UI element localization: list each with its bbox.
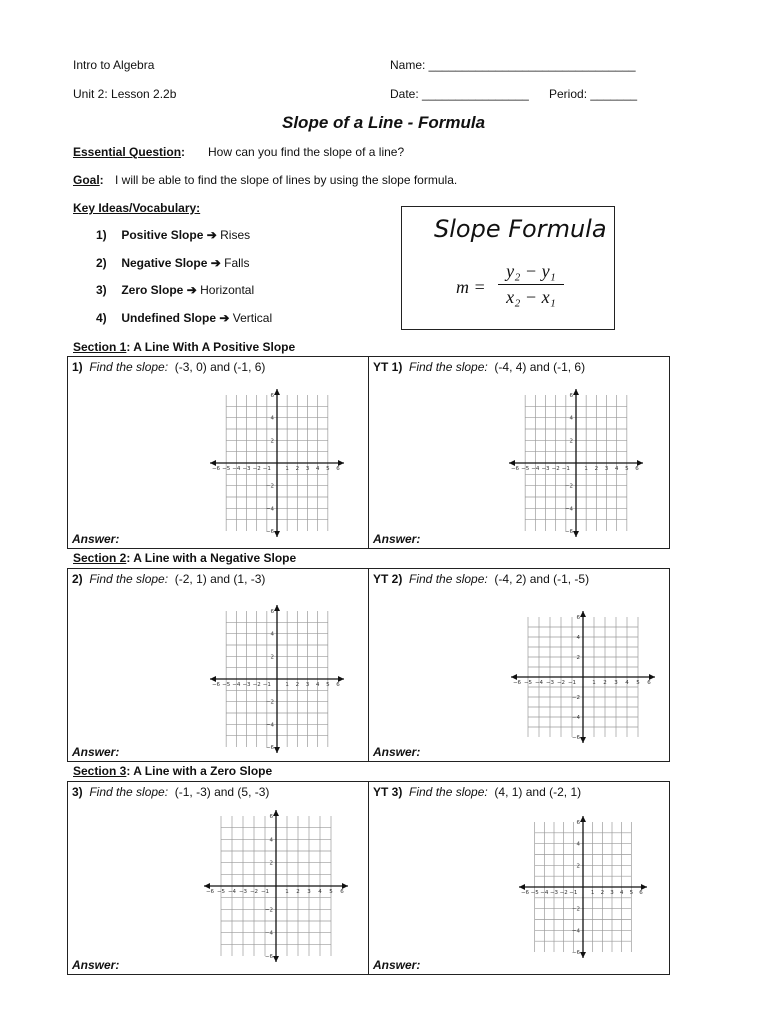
x-tick-label: −5 — [530, 890, 539, 896]
vocab-desc: Horizontal — [200, 283, 255, 297]
x-tick-label: −3 — [549, 890, 559, 896]
x-tick-label: 5 — [636, 680, 640, 686]
y-tick-label: −6 — [265, 745, 274, 751]
x-tick-label: 3 — [307, 889, 311, 895]
x-tick-label: 6 — [340, 889, 344, 895]
x-tick-label: 1 — [584, 466, 588, 472]
arrow-down-icon — [580, 952, 586, 958]
y-tick-label: −6 — [571, 735, 580, 741]
x-tick-label: −1 — [561, 466, 570, 472]
essential-question-colon: : — [181, 145, 186, 159]
y-tick-label: −4 — [571, 928, 580, 935]
arrow-up-icon — [273, 810, 279, 816]
y-tick-label: −6 — [564, 529, 573, 535]
x-tick-label: −1 — [262, 466, 271, 472]
x-tick-label: 4 — [619, 890, 624, 896]
formula-fraction — [498, 261, 564, 308]
arrow-up-icon — [580, 816, 586, 822]
problem-points: (-4, 2) and (-1, -5) — [494, 572, 590, 586]
formula-numerator: y₂ − y₁ — [498, 261, 564, 285]
y-tick-label: 6 — [270, 393, 274, 399]
y-tick-label: 2 — [270, 438, 274, 445]
y-tick-label: −6 — [571, 950, 580, 956]
x-tick-label: −2 — [252, 466, 261, 472]
problem-yt2-cell — [368, 568, 670, 762]
vocab-item-zero — [96, 283, 254, 297]
coordinate-grid[interactable] — [509, 609, 657, 745]
problem-number: YT 1) — [373, 360, 403, 374]
problem-points: (-4, 4) and (-1, 6) — [494, 360, 586, 374]
problem-prompt: Find the slope: — [89, 360, 169, 374]
y-tick-label: −2 — [571, 906, 580, 913]
arrow-up-icon — [274, 605, 280, 611]
x-tick-label: 5 — [329, 889, 333, 895]
essential-question-text: How can you find the slope of a line? — [208, 145, 405, 159]
answer-label: Answer: — [373, 745, 421, 759]
x-tick-label: 6 — [635, 466, 639, 472]
x-tick-label: −3 — [238, 889, 248, 895]
problem-points: (-3, 0) and (-1, 6) — [174, 360, 266, 374]
arrow-right-icon: ➔ — [206, 228, 217, 242]
y-tick-label: −2 — [571, 695, 580, 701]
goal-text: I will be able to find the slope of lines by using the slope formula. — [115, 173, 458, 187]
x-tick-label: −3 — [545, 680, 555, 686]
arrow-down-icon — [273, 956, 279, 962]
problem-yt3-cell — [368, 781, 670, 975]
x-tick-label: −6 — [510, 466, 520, 472]
x-tick-label: −3 — [242, 682, 251, 688]
x-tick-label: 3 — [610, 890, 614, 896]
arrow-up-icon — [573, 389, 579, 395]
arrow-right-icon: ➔ — [186, 283, 197, 297]
vocab-desc: Vertical — [232, 311, 273, 325]
vocab-item-positive — [96, 228, 250, 242]
x-tick-label: 1 — [285, 682, 289, 688]
problem-number: 2) — [72, 572, 83, 586]
problem-prompt: Find the slope: — [409, 360, 488, 374]
problem-number: YT 2) — [373, 572, 403, 586]
date-field[interactable]: Date: ________________ — [390, 87, 529, 101]
x-tick-label: −4 — [232, 466, 241, 472]
x-tick-label: 4 — [614, 466, 619, 472]
x-tick-label: −5 — [222, 682, 231, 688]
answer-label: Answer: — [72, 958, 120, 972]
y-tick-label: −2 — [564, 483, 573, 490]
x-tick-label: 4 — [315, 466, 320, 472]
x-tick-label: 1 — [592, 680, 596, 686]
section-heading-rest: : A Line With A Positive Slope — [126, 340, 296, 354]
arrow-right-icon: ➔ — [210, 256, 221, 270]
formula-denominator: x₂ − x₁ — [506, 287, 556, 307]
x-tick-label: −4 — [232, 682, 241, 688]
x-tick-label: −4 — [534, 680, 544, 686]
x-tick-label: 6 — [647, 680, 651, 686]
x-tick-label: 6 — [336, 466, 340, 472]
key-ideas-heading: Key Ideas/Vocabulary: — [73, 201, 201, 215]
problem-prompt: Find the slope: — [89, 785, 169, 799]
x-tick-label: −1 — [262, 682, 271, 688]
x-tick-label: −1 — [569, 890, 578, 896]
x-tick-label: 2 — [603, 680, 607, 686]
x-tick-label: −6 — [211, 466, 221, 472]
problem-number: 3) — [72, 785, 83, 799]
problem-points: (-2, 1) and (1, -3) — [174, 572, 266, 586]
coordinate-grid[interactable] — [202, 808, 350, 964]
y-tick-label: 6 — [576, 820, 580, 826]
x-tick-label: −2 — [559, 890, 568, 896]
vocab-number: 2) — [96, 256, 107, 270]
vocab-term: Undefined Slope — [121, 311, 217, 325]
x-tick-label: 5 — [326, 466, 330, 472]
problem-points: (4, 1) and (-2, 1) — [494, 785, 582, 799]
unit-lesson: Unit 2: Lesson 2.2b — [73, 87, 177, 101]
arrow-up-icon — [580, 611, 586, 617]
section-heading-prefix: Section 1 — [73, 340, 127, 354]
section-1-heading — [73, 340, 295, 354]
x-tick-label: −2 — [551, 466, 560, 472]
y-tick-label: 4 — [569, 415, 573, 422]
y-tick-label: 6 — [269, 814, 273, 820]
x-tick-label: −6 — [512, 680, 522, 686]
goal — [73, 173, 104, 187]
problem-yt1-cell — [368, 356, 670, 549]
x-tick-label: −6 — [520, 890, 530, 896]
y-tick-label: 2 — [269, 860, 273, 867]
answer-label: Answer: — [373, 532, 421, 546]
x-tick-label: 2 — [594, 466, 599, 472]
x-tick-label: 6 — [336, 682, 340, 688]
page-title: Slope of a Line - Formula — [282, 113, 486, 132]
y-tick-label: −4 — [264, 930, 273, 937]
x-tick-label: 1 — [590, 890, 595, 896]
answer-label: Answer: — [72, 532, 120, 546]
problem-prompt: Find the slope: — [89, 572, 169, 586]
problem-2-cell — [67, 568, 369, 762]
coordinate-grid[interactable] — [517, 814, 649, 960]
answer-label: Answer: — [72, 745, 120, 759]
y-tick-label: −4 — [265, 506, 274, 513]
x-tick-label: 2 — [295, 466, 300, 472]
x-tick-label: −2 — [252, 682, 261, 688]
essential-question-label: Essential Question — [73, 145, 182, 159]
y-tick-label: 4 — [576, 635, 580, 641]
problem-label — [373, 572, 589, 586]
x-tick-label: 3 — [614, 680, 618, 686]
goal-colon: : — [99, 173, 104, 187]
y-tick-label: 6 — [569, 393, 573, 399]
x-tick-label: 2 — [295, 682, 300, 688]
y-tick-label: 2 — [569, 438, 573, 445]
vocab-term: Zero Slope — [121, 283, 184, 297]
problem-label — [72, 572, 265, 586]
problem-label — [72, 360, 265, 374]
x-tick-label: 1 — [285, 889, 289, 895]
section-3-heading — [73, 764, 272, 778]
y-tick-label: −4 — [265, 722, 274, 729]
x-tick-label: −4 — [227, 889, 237, 895]
x-tick-label: 3 — [305, 682, 310, 688]
period-field[interactable]: Period: _______ — [549, 87, 638, 101]
slope-formula-title: Slope Formula — [434, 215, 607, 243]
y-tick-label: −6 — [264, 954, 273, 960]
x-tick-label: 1 — [285, 466, 289, 472]
x-tick-label: −5 — [222, 466, 231, 472]
essential-question — [73, 145, 185, 159]
vocab-number: 3) — [96, 283, 107, 297]
vocab-desc: Rises — [220, 228, 251, 242]
y-tick-label: −2 — [265, 483, 274, 490]
section-heading-rest: : A Line with a Negative Slope — [126, 551, 297, 565]
section-heading-prefix: Section 2 — [73, 551, 127, 565]
x-tick-label: −6 — [205, 889, 215, 895]
y-tick-label: −2 — [264, 907, 273, 914]
y-tick-label: 4 — [269, 837, 273, 844]
problem-points: (-1, -3) and (5, -3) — [174, 785, 270, 799]
y-tick-label: −4 — [571, 715, 580, 721]
x-tick-label: −4 — [531, 466, 540, 472]
arrow-up-icon — [274, 389, 280, 395]
x-tick-label: 3 — [305, 466, 310, 472]
problem-label — [72, 785, 269, 799]
problem-3-cell — [67, 781, 369, 975]
coordinate-grid[interactable] — [208, 603, 346, 755]
x-tick-label: −3 — [541, 466, 550, 472]
y-tick-label: 4 — [270, 415, 274, 422]
arrow-down-icon — [274, 747, 280, 753]
vocab-item-undefined — [96, 311, 272, 325]
x-tick-label: 4 — [318, 889, 322, 895]
x-tick-label: 5 — [625, 466, 629, 472]
answer-label: Answer: — [373, 958, 421, 972]
y-tick-label: 2 — [576, 863, 580, 870]
section-2-heading — [73, 551, 296, 565]
x-tick-label: −2 — [249, 889, 259, 895]
x-tick-label: 3 — [604, 466, 609, 472]
x-tick-label: 4 — [625, 680, 629, 686]
x-tick-label: 2 — [600, 890, 605, 896]
formula-m: m = — [456, 277, 486, 297]
section-heading-rest: : A Line with a Zero Slope — [126, 764, 273, 778]
x-tick-label: 6 — [639, 890, 643, 896]
problem-label — [373, 360, 585, 374]
x-tick-label: 4 — [315, 682, 320, 688]
goal-label: Goal — [73, 173, 100, 187]
x-tick-label: −2 — [556, 680, 566, 686]
x-tick-label: −5 — [521, 466, 530, 472]
y-tick-label: −2 — [265, 699, 274, 706]
arrow-right-icon: ➔ — [219, 311, 230, 325]
x-tick-label: −5 — [216, 889, 226, 895]
x-tick-label: 5 — [629, 890, 634, 896]
y-tick-label: −4 — [564, 506, 573, 513]
problem-number: 1) — [72, 360, 83, 374]
y-tick-label: 2 — [270, 654, 274, 661]
y-tick-label: 6 — [576, 615, 580, 621]
problem-prompt: Find the slope: — [409, 785, 488, 799]
y-tick-label: −6 — [265, 529, 274, 535]
vocab-number: 1) — [96, 228, 107, 242]
vocab-number: 4) — [96, 311, 107, 325]
problem-number: YT 3) — [373, 785, 403, 799]
y-tick-label: 4 — [270, 631, 274, 638]
vocab-term: Negative Slope — [121, 256, 208, 270]
name-field[interactable]: Name: _______________________________ — [390, 58, 636, 72]
x-tick-label: −1 — [567, 680, 577, 686]
y-tick-label: 4 — [576, 841, 580, 848]
problem-prompt: Find the slope: — [409, 572, 488, 586]
x-tick-label: −6 — [211, 682, 221, 688]
vocab-desc: Falls — [224, 256, 250, 270]
vocab-term: Positive Slope — [121, 228, 204, 242]
problem-1-cell — [67, 356, 369, 549]
problem-label — [373, 785, 581, 799]
coordinate-grid[interactable] — [208, 387, 346, 539]
arrow-down-icon — [580, 737, 586, 743]
vocab-item-negative — [96, 256, 249, 270]
coordinate-grid[interactable] — [507, 387, 645, 539]
x-tick-label: −3 — [242, 466, 251, 472]
course-name: Intro to Algebra — [73, 58, 155, 72]
y-tick-label: 6 — [270, 609, 274, 615]
slope-formula-box — [401, 206, 615, 330]
arrow-down-icon — [274, 531, 280, 537]
x-tick-label: −5 — [523, 680, 533, 686]
x-tick-label: 2 — [296, 889, 300, 895]
y-tick-label: 2 — [576, 655, 580, 661]
x-tick-label: −1 — [260, 889, 270, 895]
arrow-down-icon — [573, 531, 579, 537]
x-tick-label: 5 — [326, 682, 330, 688]
x-tick-label: −4 — [540, 890, 549, 896]
section-heading-prefix: Section 3 — [73, 764, 127, 778]
